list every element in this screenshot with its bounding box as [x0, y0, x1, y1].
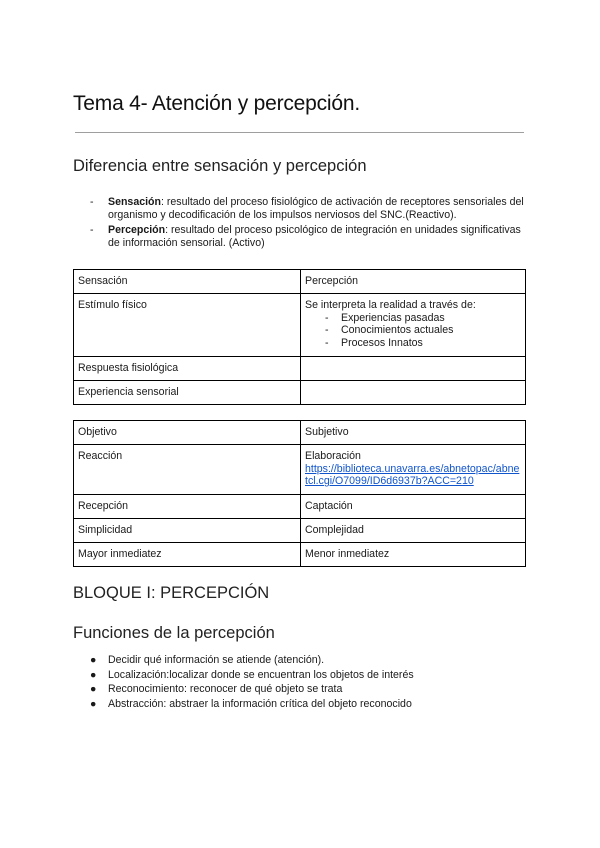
- funciones-list: [90, 653, 530, 711]
- table-header-row: [74, 421, 526, 445]
- table-cell: Simplicidad: [74, 519, 301, 543]
- table-cell: Reacción: [74, 445, 301, 495]
- table-cell: Mayor inmediatez: [74, 543, 301, 567]
- table-cell: Percepción: [301, 270, 526, 294]
- table-cell: Complejidad: [301, 519, 526, 543]
- table-cell: Captación: [301, 495, 526, 519]
- table-cell: [301, 381, 526, 405]
- list-item-text: Experiencias pasadas: [341, 311, 445, 324]
- list-item-text: Abstracción: abstraer la información crítica del objeto reconocido: [108, 697, 412, 710]
- table-cell: Estímulo físico: [74, 294, 301, 357]
- definition-term: Sensación: [108, 196, 161, 208]
- definition-text: : resultado del proceso psicológico de integración en unidades significativas de información sensorial. (Activo): [108, 224, 521, 249]
- table-header-row: [74, 270, 526, 294]
- biblioteca-link[interactable]: https://biblioteca.unavarra.es/abnetopac/abnetcl.cgi/O7099/ID6d6937b?ACC=210: [305, 462, 520, 487]
- table-cell: Subjetivo: [301, 421, 526, 445]
- table-row: [74, 543, 526, 567]
- table-cell: [301, 445, 526, 495]
- list-item-text: Localización:localizar donde se encuentran los objetos de interés: [108, 668, 414, 681]
- definition-list: [90, 196, 530, 252]
- bullet-icon: ●: [90, 668, 97, 681]
- table-row: [74, 357, 526, 381]
- table-cell: Respuesta fisiológica: [74, 357, 301, 381]
- table-objetivo-subjetivo: [73, 420, 526, 567]
- bullet-icon: ●: [90, 683, 97, 695]
- page-title: Tema 4- Atención y percepción.: [73, 92, 360, 115]
- table-cell: Experiencia sensorial: [74, 381, 301, 405]
- section-heading-funciones: Funciones de la percepción: [73, 624, 275, 642]
- bullet-icon: ●: [90, 654, 97, 666]
- section-heading-diferencia: Diferencia entre sensación y percepción: [73, 157, 367, 175]
- definition-term: Percepción: [108, 224, 166, 237]
- table-cell: Sensación: [74, 270, 301, 294]
- horizontal-rule: [75, 132, 524, 133]
- table-sensacion-percepcion: [73, 269, 526, 405]
- table-row: [74, 495, 526, 519]
- table-row: [74, 445, 526, 495]
- list-item: [90, 668, 530, 683]
- dash-marker: -: [90, 196, 94, 208]
- list-item: [305, 312, 521, 325]
- table-cell: Menor inmediatez: [301, 543, 526, 567]
- list-item: [90, 653, 530, 668]
- definition-text: : resultado del proceso fisiológico de activación de receptores sensoriales del organismo y decodificación de los impulsos nerviosos del SNC.(Reactivo).: [108, 196, 524, 221]
- dash-marker: -: [325, 324, 329, 336]
- definition-item-percepcion: [90, 224, 530, 249]
- table-cell: [301, 294, 526, 357]
- definition-item-sensacion: [90, 196, 530, 221]
- dash-marker: -: [90, 224, 94, 237]
- table-row: [74, 294, 526, 357]
- table-row: [74, 519, 526, 543]
- table-cell: Recepción: [74, 495, 301, 519]
- cell-intro-text: Se interpreta la realidad a través de:: [305, 299, 476, 311]
- section-heading-bloque: BLOQUE I: PERCEPCIÓN: [73, 584, 270, 602]
- list-item-text: Procesos Innatos: [341, 336, 423, 349]
- list-item: [90, 682, 530, 697]
- list-item: [305, 324, 521, 337]
- table-row: [74, 381, 526, 405]
- table-cell: Objetivo: [74, 421, 301, 445]
- list-item-text: Decidir qué información se atiende (atención).: [108, 654, 325, 666]
- cell-text: Elaboración: [305, 450, 361, 462]
- cell-list: [305, 312, 521, 350]
- list-item-text: Conocimientos actuales: [341, 324, 454, 336]
- list-item-text: Reconocimiento: reconocer de qué objeto se trata: [108, 683, 343, 695]
- table-cell: [301, 357, 526, 381]
- bullet-icon: ●: [90, 697, 97, 710]
- dash-marker: -: [325, 311, 329, 324]
- list-item: [90, 697, 530, 712]
- dash-marker: -: [325, 336, 329, 349]
- list-item: [305, 337, 521, 350]
